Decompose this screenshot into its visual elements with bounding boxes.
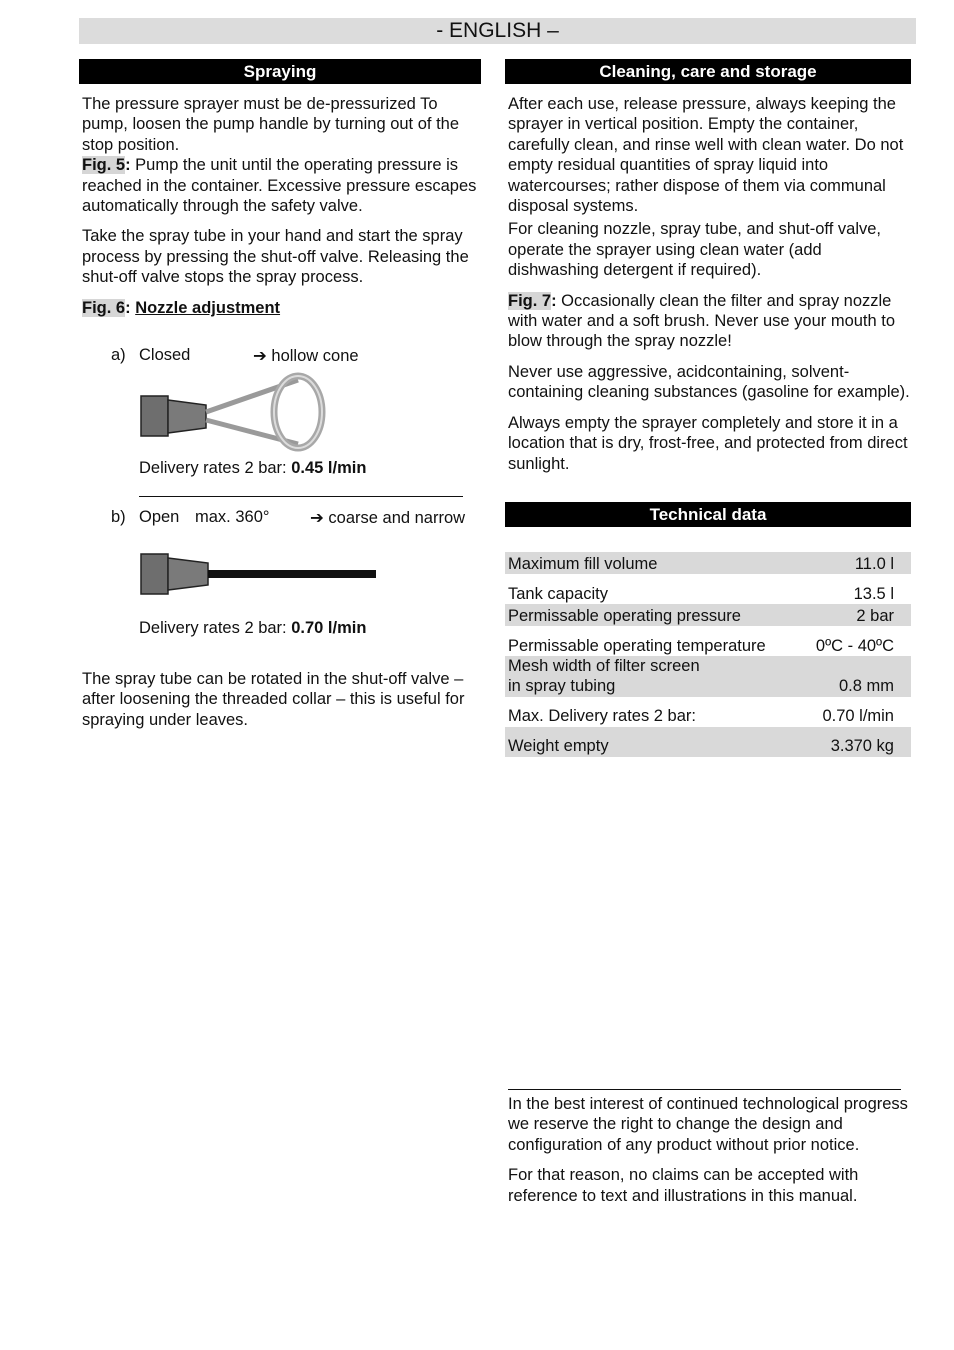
item-a-delivery: Delivery rates 2 bar: 0.45 l/min — [139, 459, 367, 477]
item-separator — [139, 496, 463, 497]
cleaning-p1: After each use, release pressure, always keeping the sprayer in vertical position. Empty the container, carefully clean, and rinse well with clean water. Do not empty residual quantities of spray liquid into watercourses; rather dispose of them via communal disposal systems. — [508, 95, 904, 216]
hollow-cone-nozzle-illustration — [138, 372, 330, 452]
table-row: Tank capacity 13.5 l — [508, 584, 894, 603]
footer-separator — [508, 1089, 901, 1090]
spraying-p2: Take the spray tube in your hand and start the spray process by pressing the shut-off valve. Releasing the shut-off valve stops the spray process. — [82, 227, 469, 287]
cleaning-p4: Always empty the sprayer completely and store it in a location that is dry, frost-free, and protected from direct sunlight. — [508, 413, 908, 473]
item-a-result: ➔ hollow cone — [253, 347, 359, 365]
item-a-marker: a) — [111, 346, 126, 364]
table-row: Weight empty 3.370 kg — [505, 727, 911, 757]
footer-p2: For that reason, no claims can be accepted with reference to text and illustrations in this manual. — [508, 1166, 859, 1205]
cleaning-p2: For cleaning nozzle, spray tube, and shut-off valve, operate the sprayer using clean water (add dishwashing detergent if required). — [508, 220, 881, 280]
language-header: - ENGLISH – — [79, 18, 916, 44]
fig6-label: Fig. 6 — [82, 298, 126, 317]
spraying-p3-block — [82, 669, 480, 740]
nozzle-item-b — [0, 508, 490, 530]
spraying-section — [82, 94, 480, 328]
table-row: Maximum fill volume 11.0 l — [505, 552, 911, 574]
table-row: Max. Delivery rates 2 bar: 0.70 l/min — [508, 707, 894, 726]
fig6-heading: Fig. 6: Nozzle adjustment — [82, 298, 281, 317]
section-heading-technical: Technical data — [505, 502, 911, 527]
footer-p1: In the best interest of continued technological progress we reserve the right to change the design and configuration of any product without prior notice. — [508, 1095, 908, 1154]
item-b-label: Open — [139, 508, 180, 526]
spraying-p3: The spray tube can be rotated in the shut-off valve – after loosening the threaded collar – this is useful for spraying under leaves. — [82, 670, 465, 729]
cleaning-p3: Never use aggressive, acidcontaining, solvent-containing cleaning substances (gasoline for example). — [508, 362, 910, 402]
item-b-angle: max. 360° — [195, 508, 270, 526]
footer-notice — [508, 1094, 910, 1216]
fig5-label: Fig. 5 — [82, 156, 126, 175]
item-b-result: ➔ coarse and narrow — [310, 509, 466, 527]
spraying-intro: The pressure sprayer must be de-pressurized To pump, loosen the pump handle by turning out of the stop position. Fig. 5: Pump the unit until the operating pressure is reached in the container. Excessive pressure escapes automatically through the safety valve. — [82, 95, 477, 216]
item-a-label: Closed — [139, 346, 191, 364]
cleaning-section — [508, 94, 910, 484]
section-heading-cleaning: Cleaning, care and storage — [505, 59, 911, 84]
table-row: Permissable operating temperature 0ºC - 40ºC — [508, 636, 894, 655]
technical-data-table — [505, 552, 911, 757]
item-b-delivery: Delivery rates 2 bar: 0.70 l/min — [139, 619, 367, 637]
fig6-title: Nozzle adjustment — [135, 298, 281, 317]
fig7-label: Fig. 7 — [508, 291, 552, 310]
fig7-paragraph: Fig. 7: Occasionally clean the filter and spray nozzle with water and a soft brush. Never use your mouth to blow through the spray nozzle! — [508, 291, 896, 351]
nozzle-item-a — [0, 346, 480, 368]
table-row: Mesh width of filter screen in spray tubing 0.8 mm — [505, 656, 911, 697]
item-b-marker: b) — [111, 508, 126, 526]
section-heading-spraying: Spraying — [79, 59, 481, 84]
table-row: Permissable operating pressure 2 bar — [505, 604, 911, 626]
narrow-jet-nozzle-illustration — [138, 548, 380, 600]
